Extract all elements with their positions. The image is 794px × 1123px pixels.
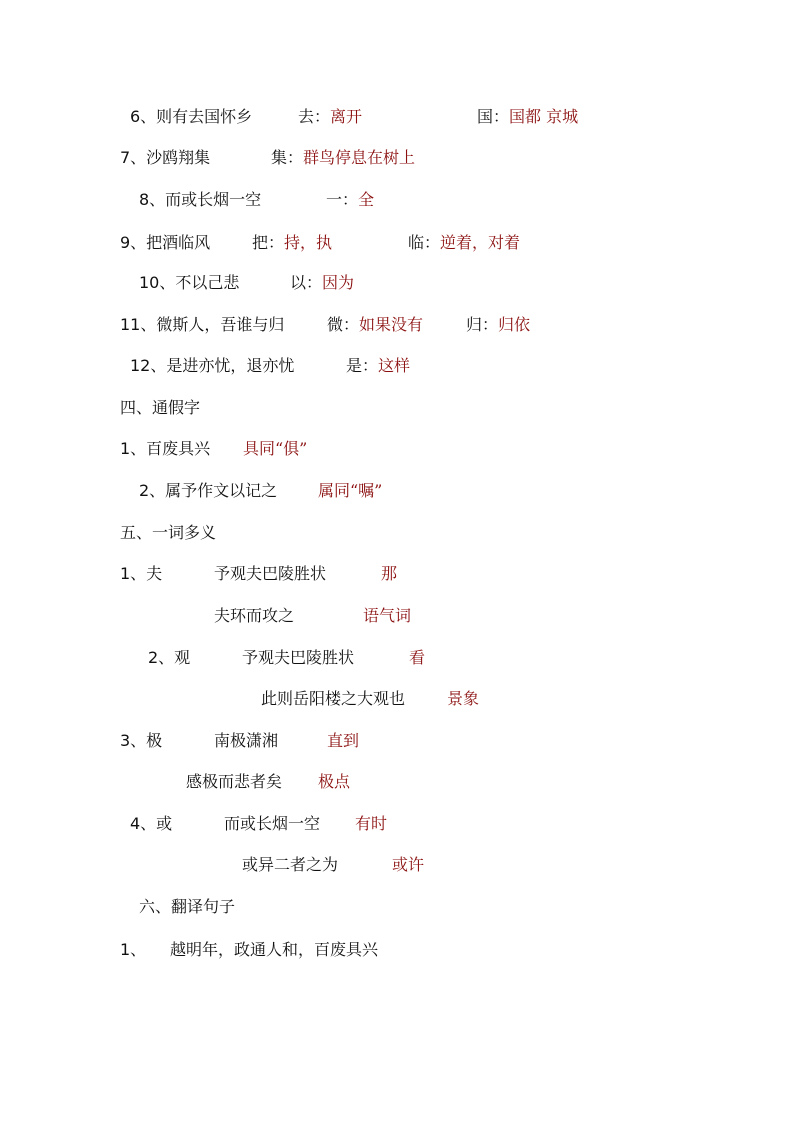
translation-sentence: 越明年，政通人和，百废具兴 — [170, 940, 379, 959]
vocab-item-12 — [130, 356, 294, 376]
polysemy-sentence: 予观夫巴陵胜状 — [242, 648, 355, 667]
vocab-phrase: 9、把酒临风 — [120, 233, 211, 252]
tongjiazi-item: 1、百废具兴 — [120, 439, 211, 458]
polysemy-word: 3、极 — [120, 731, 163, 750]
polysemy-sentence: 夫环而攻之 — [214, 606, 295, 625]
vocab-key: 以：因为 — [290, 273, 355, 292]
vocab-key: 集：群鸟停息在树上 — [271, 148, 416, 167]
vocab-item-9 — [120, 233, 210, 253]
polysemy-word: 4、或 — [130, 814, 173, 833]
polysemy-answer: 或许 — [392, 855, 425, 874]
vocab-answer: 群鸟停息在树上 — [303, 148, 416, 167]
vocab-answer: 如果没有 — [359, 315, 424, 334]
polysemy-sentence: 南极潇湘 — [214, 731, 279, 750]
polysemy-answer: 看 — [409, 648, 426, 667]
vocab-item-6 — [130, 107, 252, 127]
polysemy-sentence: 而或长烟一空 — [224, 814, 321, 833]
vocab-answer: 归依 — [498, 315, 531, 334]
tongjiazi-answer: 属同“嘱” — [318, 481, 383, 500]
vocab-phrase: 7、沙鸥翔集 — [120, 148, 211, 167]
vocab-phrase: 8、而或长烟一空 — [139, 190, 262, 209]
polysemy-word: 1、夫 — [120, 564, 163, 583]
polysemy-answer: 直到 — [327, 731, 360, 750]
vocab-phrase: 12、是进亦忧，退亦忧 — [130, 356, 295, 375]
polysemy-answer: 有时 — [355, 814, 388, 833]
translation-number: 1、 — [120, 940, 147, 959]
vocab-answer: 国都 京城 — [509, 107, 579, 126]
polysemy-answer: 那 — [381, 564, 398, 583]
polysemy-sentence: 予观夫巴陵胜状 — [214, 564, 327, 583]
vocab-key: 微：如果没有 — [327, 315, 424, 334]
vocab-item-10 — [139, 273, 239, 293]
polysemy-sentence: 此则岳阳楼之大观也 — [261, 689, 406, 708]
vocab-key: 国：国都 京城 — [477, 107, 579, 126]
vocab-answer: 全 — [358, 190, 375, 209]
vocab-key: 一：全 — [326, 190, 375, 209]
vocab-item-8 — [139, 190, 261, 210]
section-heading-polysemy: 五、一词多义 — [120, 523, 217, 542]
polysemy-answer: 景象 — [447, 689, 480, 708]
polysemy-answer: 极点 — [318, 772, 351, 791]
vocab-answer: 持，执 — [284, 233, 333, 252]
vocab-item-11 — [120, 315, 284, 335]
vocab-key: 去：离开 — [298, 107, 363, 126]
vocab-key: 是：这样 — [346, 356, 411, 375]
vocab-item-7 — [120, 148, 210, 168]
tongjiazi-answer: 具同“俱” — [243, 439, 308, 458]
vocab-phrase: 11、微斯人，吾谁与归 — [120, 315, 285, 334]
vocab-answer: 因为 — [322, 273, 355, 292]
vocab-key: 把：持，执 — [252, 233, 333, 252]
vocab-phrase: 10、不以己悲 — [139, 273, 240, 292]
polysemy-sentence: 或异二者之为 — [242, 855, 339, 874]
vocab-key: 临：逆着，对着 — [408, 233, 521, 252]
section-heading-tongjiazi: 四、通假字 — [120, 398, 201, 417]
vocab-phrase: 6、则有去国怀乡 — [130, 107, 253, 126]
tongjiazi-item: 2、属予作文以记之 — [139, 481, 278, 500]
vocab-key: 归：归依 — [466, 315, 531, 334]
vocab-answer: 这样 — [378, 356, 411, 375]
vocab-answer: 离开 — [330, 107, 363, 126]
polysemy-answer: 语气词 — [363, 606, 412, 625]
polysemy-sentence: 感极而悲者矣 — [186, 772, 283, 791]
vocab-answer: 逆着，对着 — [440, 233, 521, 252]
polysemy-word: 2、观 — [148, 648, 191, 667]
section-heading-translation: 六、翻译句子 — [139, 897, 236, 916]
